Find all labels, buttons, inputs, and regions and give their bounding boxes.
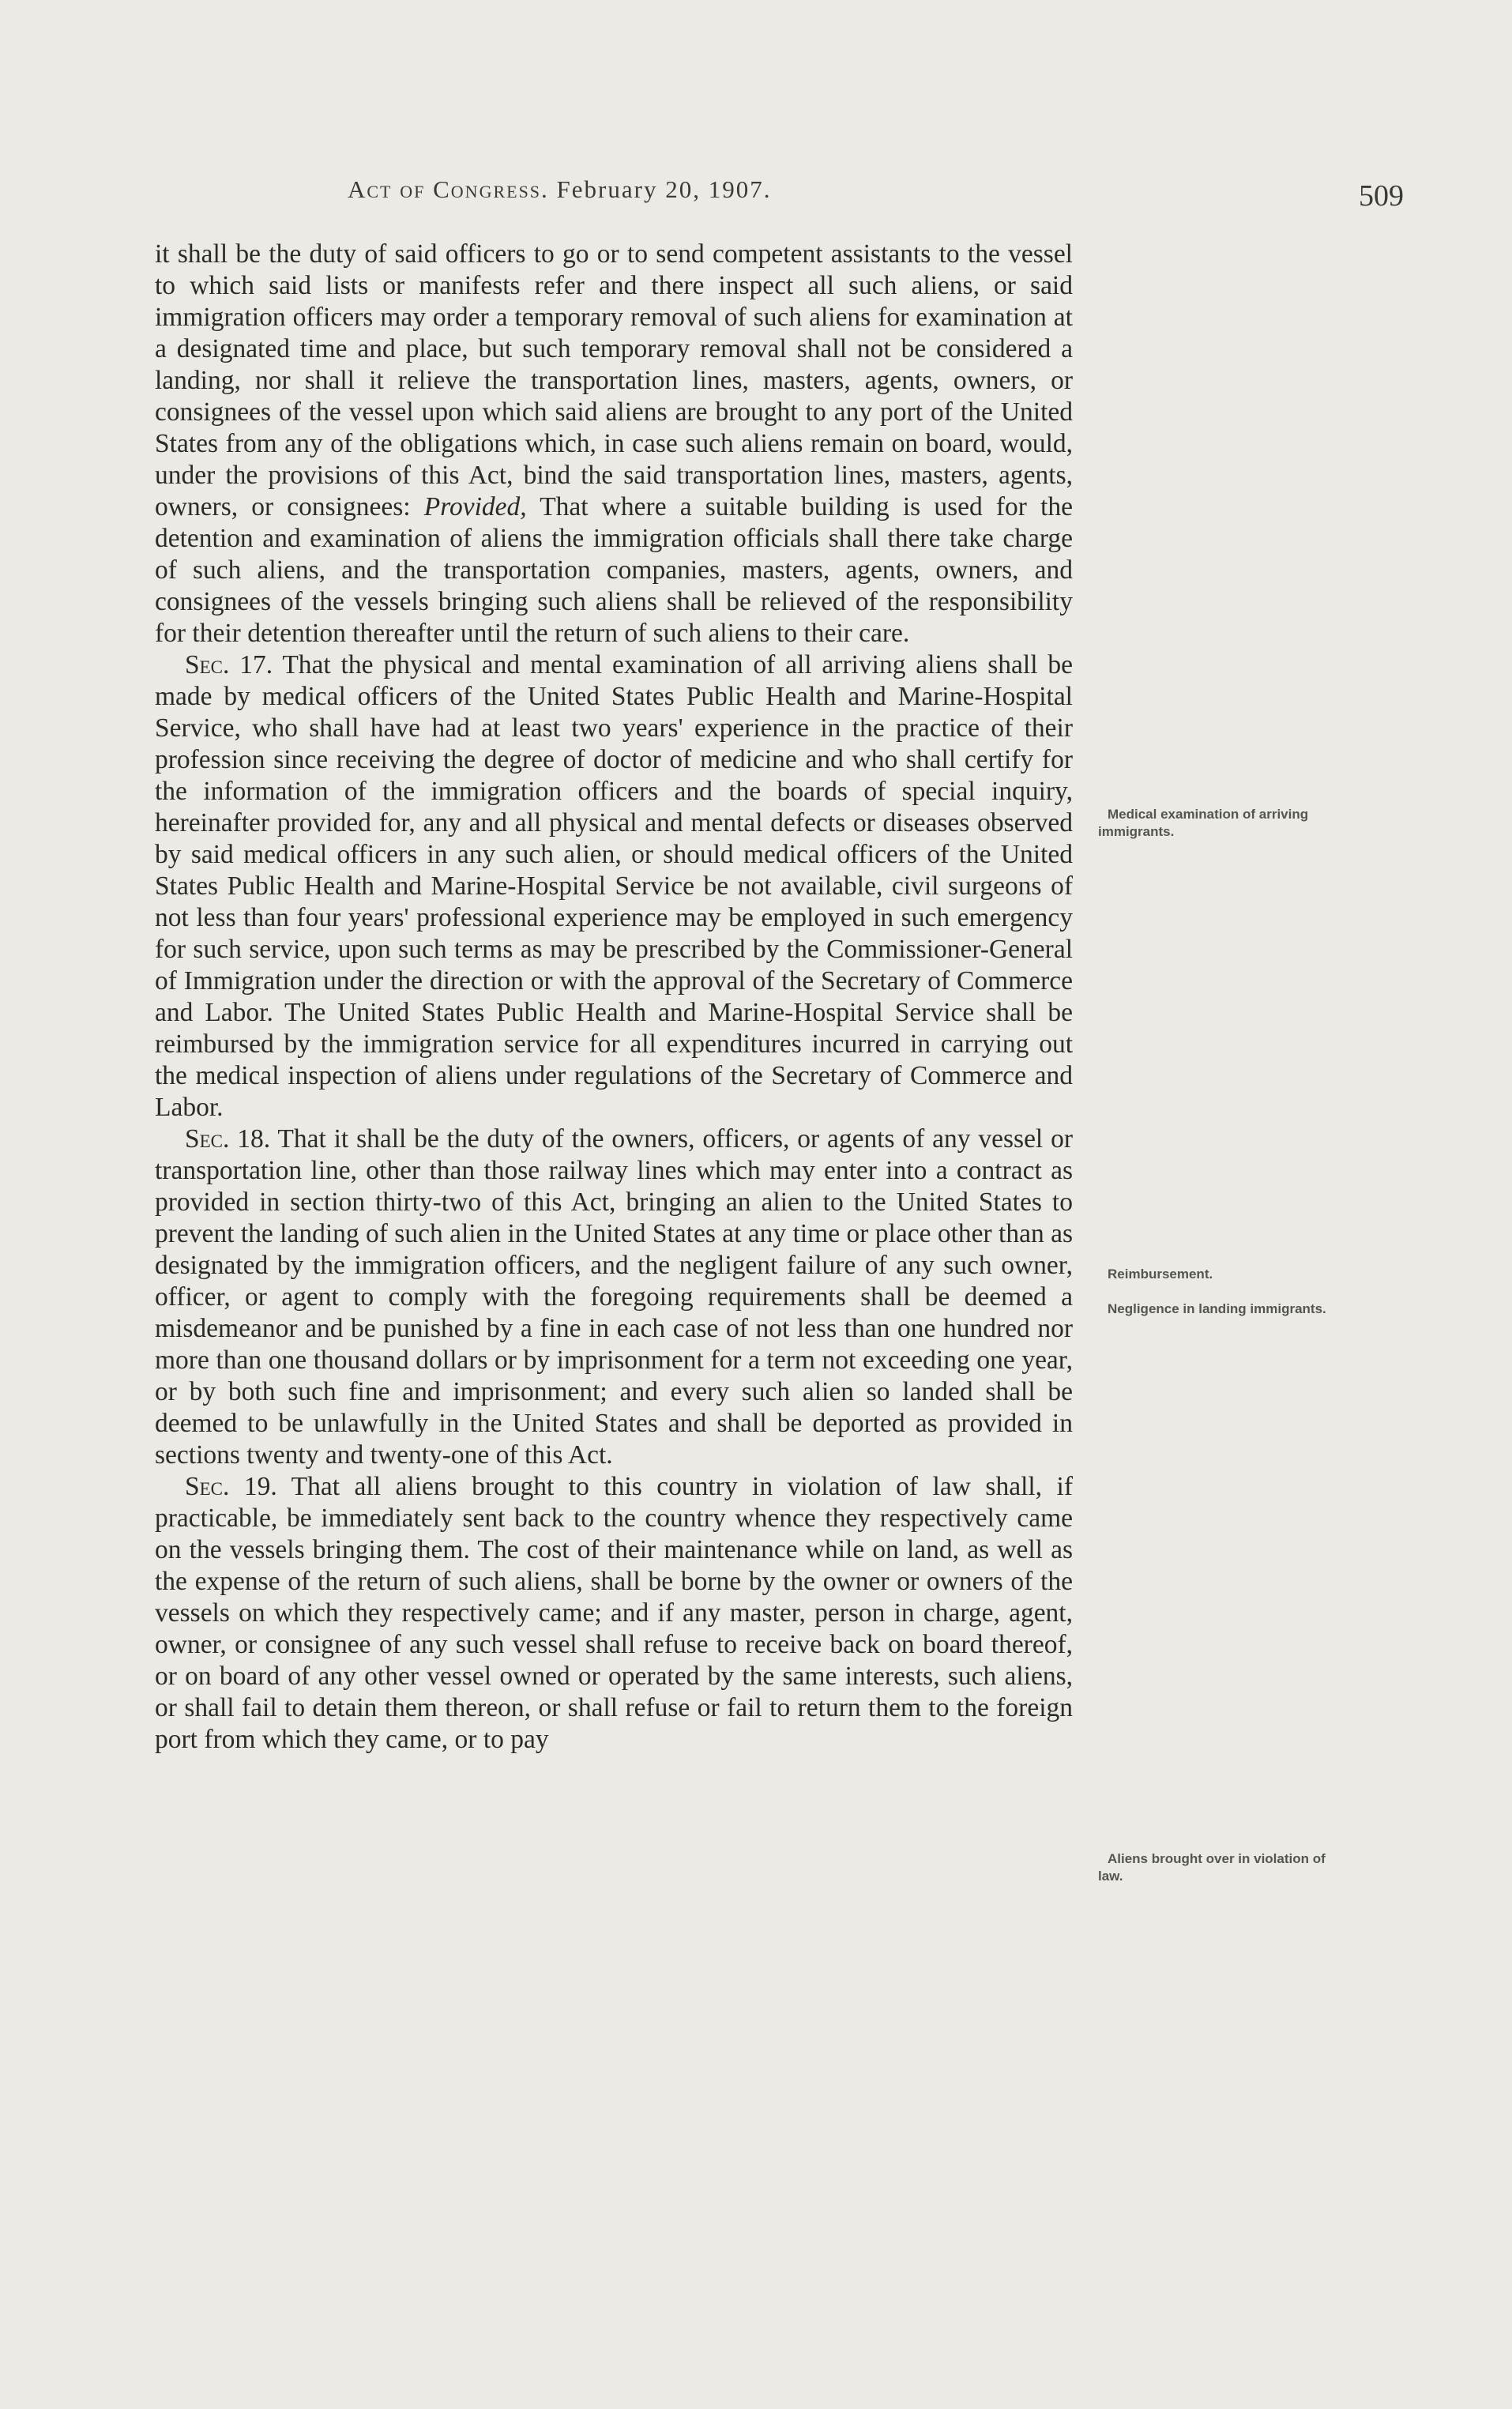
- running-head-title: Act of Congress.: [348, 175, 549, 203]
- paragraph-continuation: [155, 239, 1073, 649]
- margin-note-negligence: Negligence in landing immigrants.: [1108, 1301, 1326, 1316]
- body-text: [155, 239, 1073, 1756]
- margin-note-aliens-brought: Aliens brought over in violation of law.: [1098, 1851, 1326, 1884]
- section-19: [155, 1471, 1073, 1756]
- page-number: 509: [1359, 179, 1404, 213]
- margin-note-reimbursement: Reimbursement.: [1108, 1267, 1213, 1282]
- paragraph-continuation-text: it shall be the duty of said officers to go or to send competent assistants to the vessel to which said lists or manifests refer and there inspect all such aliens, or said immigration officers may order a temporary removal of such aliens for examination at a designated time and place, but such temporary removal shall not be considered a landing, nor shall it relieve the transportation lines, masters, agents, owners, or consignees of the vessel upon which said aliens are brought to any port of the United States from any of the obligations which, in case such aliens remain on board, would, under the provisions of this Act, bind the said transportation lines, masters, agents, owners, or consignees:: [155, 239, 1073, 521]
- section-17: [155, 649, 1073, 1124]
- running-head: [348, 175, 771, 204]
- margin-note-medical-examination: Medical examination of arriving immigrants.: [1098, 807, 1309, 839]
- section-18-text: That it shall be the duty of the owners, officers, or agents of any vessel or transportation line, other than those railway lines which may enter into a contract as provided in section thirty-two of this Act, bringing an alien to the United States to prevent the landing of such alien in the United States at any time or place other than as designated by the immigration officers, and the negligent failure of any such owner, officer, or agent to comply with the foregoing requirements shall be deemed a misdemeanor and be punished by a fine in each case of not less than one hundred nor more than one thousand dollars or by imprisonment for a term not exceeding one year, or by both such fine and imprisonment; and every such alien so landed shall be deemed to be unlawfully in the United States and shall be deported as provided in sections twenty and twenty-one of this Act.: [155, 1124, 1073, 1470]
- section-19-text: That all aliens brought to this country in violation of law shall, if practicable, be immediately sent back to the country whence they respectively came on the vessels bringing them. The cost of their maintenance while on land, as well as the expense of the return of such aliens, shall be borne by the owner or owners of the vessels on which they respectively came; and if any master, person in charge, agent, owner, or consignee of any such vessel shall refuse to receive back on board thereof, or on board of any other vessel owned or operated by the same interests, such aliens, or shall fail to detain them thereon, or shall refuse or fail to return them to the foreign port from which they came, or to pay: [155, 1472, 1073, 1754]
- section-17-text: That the physical and mental examination of all arriving aliens shall be made by medical officers of the United States Public Health and Marine-Hospital Service, who shall have had at least two years' experience in the practice of their profession since receiving the degree of doctor of medicine and who shall certify for the information of the immigration officers and the boards of special inquiry, hereinafter provided for, any and all physical and mental defects or diseases observed by said medical officers in any such alien, or should medical officers of the United States Public Health and Marine-Hospital Service be not available, civil surgeons of not less than four years' professional experience may be employed in such emergency for such service, upon such terms as may be prescribed by the Commissioner-General of Immigration under the direction or with the approval of the Secretary of Commerce and Labor. The United States Public Health and Marine-Hospital Service shall be reimbursed by the immigration service for all expenditures incurred in carrying out the medical inspection of aliens under regulations of the Secretary of Commerce and Labor.: [155, 650, 1073, 1122]
- proviso-word: Provided,: [423, 492, 527, 521]
- section-17-label: Sec. 17.: [185, 650, 273, 679]
- section-18: [155, 1124, 1073, 1471]
- section-18-label: Sec. 18.: [185, 1124, 271, 1154]
- running-head-date: February 20, 1907.: [556, 175, 772, 203]
- section-19-label: Sec. 19.: [185, 1472, 277, 1501]
- paragraph-continuation-rest: That where a suitable building is used for the detention and examination of aliens the immigration officials shall there take charge of such aliens, and the transportation companies, masters, agents, owners, and consignees of the vessels bringing such aliens shall be relieved of the responsibility for their detention thereafter until the return of such aliens to their care.: [155, 492, 1073, 648]
